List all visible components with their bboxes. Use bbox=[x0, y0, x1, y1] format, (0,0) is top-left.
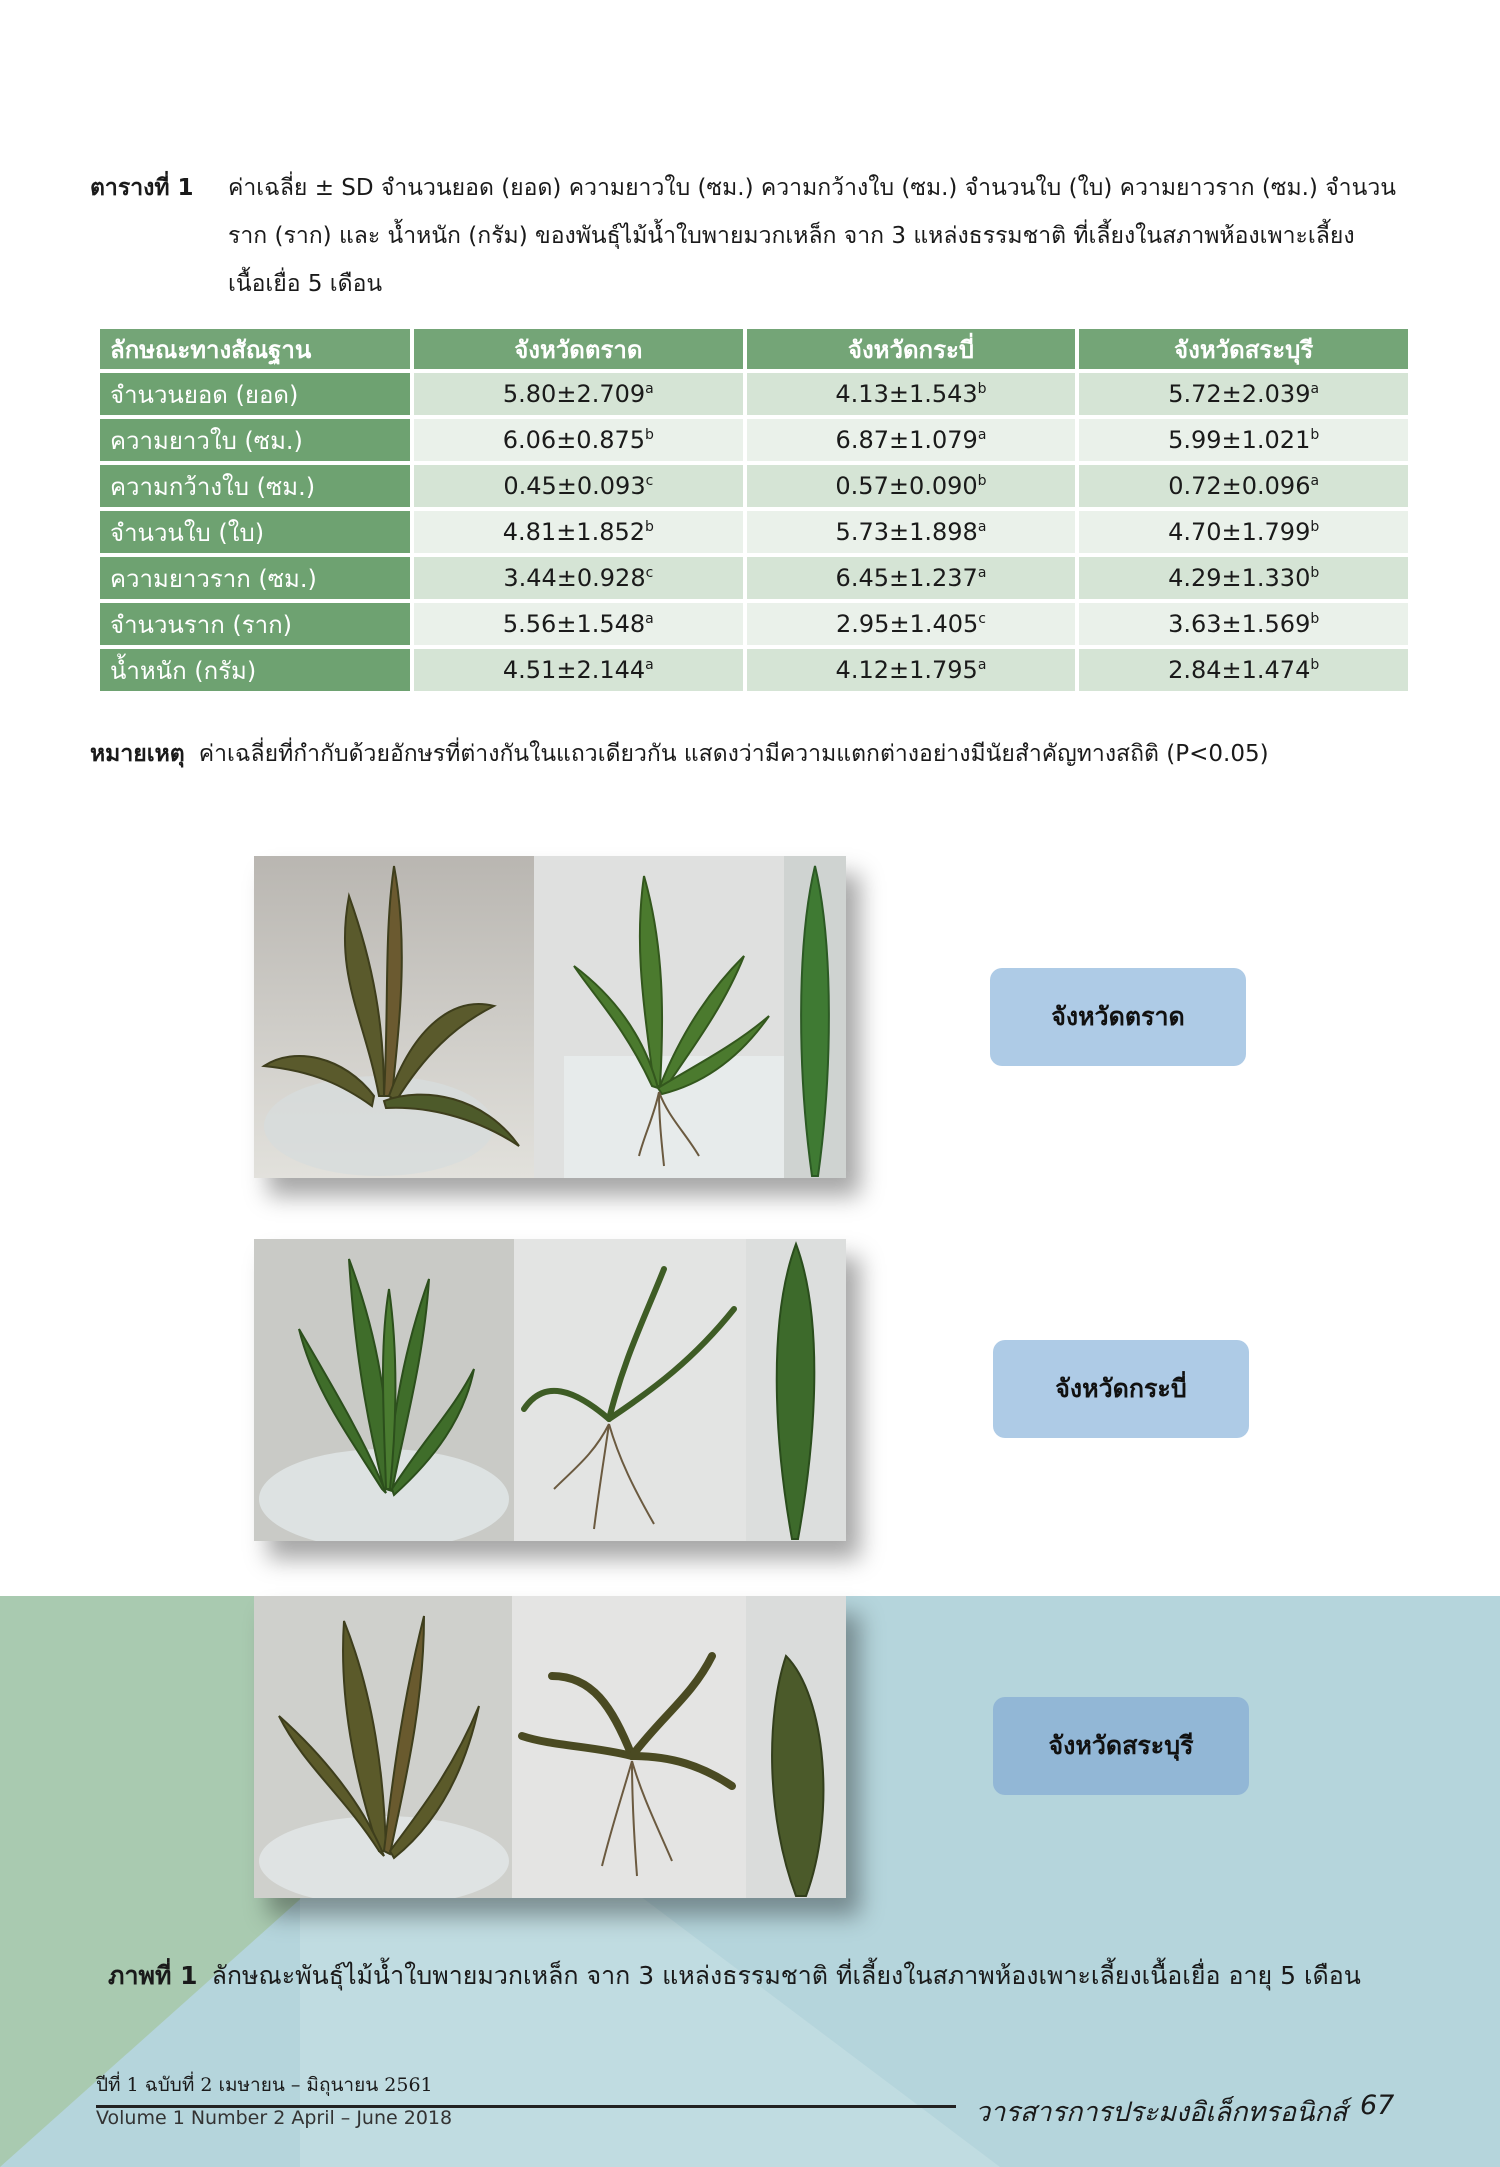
photo-panel-single-leaf bbox=[746, 1596, 846, 1898]
footer-journal-name: วารสารการประมงอิเล็กทรอนิกส์ bbox=[975, 2097, 1348, 2128]
cell-value: 4.29±1.330$^b$ bbox=[1079, 557, 1408, 599]
row-label: จำนวนยอด (ยอด) bbox=[100, 373, 410, 415]
table-header-row bbox=[100, 329, 1408, 369]
cell-value: 6.87±1.079$^a$ bbox=[747, 419, 1076, 461]
cell-value: 5.80±2.709$^a$ bbox=[414, 373, 743, 415]
table-caption-text: ค่าเฉลี่ย ± SD จำนวนยอด (ยอด) ความยาวใบ (ซม.) ความกว้างใบ (ซม.) จำนวนใบ (ใบ) ความยาวราก (ซม.) จำนวนราก (ราก) และ น้ำหนัก (กรัม) ของพันธุ์ไม้น้ำใบพายมวกเหล็ก จาก 3 แหล่งธรรมชาติ ที่เลี้ยงในสภาพห้องเพาะเลี้ยงเนื้อเยื่อ 5 เดือน bbox=[228, 175, 1396, 297]
table-row bbox=[100, 373, 1408, 415]
plant-photo-saraburi bbox=[254, 1596, 846, 1898]
footer-issue-thai: ปีที่ 1 ฉบับที่ 2 เมษายน – มิถุนายน 2561 bbox=[96, 2074, 433, 2096]
plant-photo-trat bbox=[254, 856, 846, 1178]
cell-value: 4.13±1.543$^b$ bbox=[747, 373, 1076, 415]
row-label: จำนวนใบ (ใบ) bbox=[100, 511, 410, 553]
cell-value: 3.63±1.569$^b$ bbox=[1079, 603, 1408, 645]
table-row bbox=[100, 511, 1408, 553]
row-label: ความยาวราก (ซม.) bbox=[100, 557, 410, 599]
table-caption bbox=[90, 164, 1420, 308]
photo-panel-single-leaf bbox=[784, 856, 846, 1178]
photo-panel-whole-plant bbox=[512, 1596, 746, 1898]
cell-value: 5.56±1.548$^a$ bbox=[414, 603, 743, 645]
row-label: จำนวนราก (ราก) bbox=[100, 603, 410, 645]
figure-caption-text: ลักษณะพันธุ์ไม้น้ำใบพายมวกเหล็ก จาก 3 แหล่งธรรมชาติ ที่เลี้ยงในสภาพห้องเพาะเลี้ยงเนื้อเยื่อ อายุ 5 เดือน bbox=[211, 1961, 1361, 1990]
photo-panel-culture-jar bbox=[254, 1596, 512, 1898]
header-krabi: จังหวัดกระบี่ bbox=[747, 329, 1076, 369]
photo-panel-single-leaf bbox=[746, 1239, 846, 1541]
table-row bbox=[100, 465, 1408, 507]
table-row bbox=[100, 557, 1408, 599]
cell-value: 6.06±0.875$^b$ bbox=[414, 419, 743, 461]
cell-value: 4.12±1.795$^a$ bbox=[747, 649, 1076, 691]
table-row bbox=[100, 603, 1408, 645]
photo-panel-whole-plant bbox=[534, 856, 784, 1178]
table-row bbox=[100, 419, 1408, 461]
table-note-label: หมายเหตุ bbox=[90, 741, 185, 767]
figure-caption bbox=[108, 1956, 1361, 1996]
cell-value: 5.73±1.898$^a$ bbox=[747, 511, 1076, 553]
province-badge-trat: จังหวัดตราด bbox=[990, 968, 1246, 1066]
cell-value: 4.81±1.852$^b$ bbox=[414, 511, 743, 553]
cell-value: 0.72±0.096$^a$ bbox=[1079, 465, 1408, 507]
cell-value: 4.51±2.144$^a$ bbox=[414, 649, 743, 691]
table-note-text: ค่าเฉลี่ยที่กำกับด้วยอักษรที่ต่างกันในแถวเดียวกัน แสดงว่ามีความแตกต่างอย่างมีนัยสำคัญทางสถิติ (P<0.05) bbox=[198, 741, 1269, 767]
photo-panel-culture-jar bbox=[254, 856, 534, 1178]
cell-value: 2.95±1.405$^c$ bbox=[747, 603, 1076, 645]
cell-value: 5.99±1.021$^b$ bbox=[1079, 419, 1408, 461]
photo-panel-culture-jar bbox=[254, 1239, 514, 1541]
header-saraburi: จังหวัดสระบุรี bbox=[1079, 329, 1408, 369]
table-row bbox=[100, 649, 1408, 691]
province-badge-krabi: จังหวัดกระบี่ bbox=[993, 1340, 1249, 1438]
morphology-table bbox=[96, 325, 1412, 695]
page-number: 67 bbox=[1360, 2090, 1395, 2121]
header-trat: จังหวัดตราด bbox=[414, 329, 743, 369]
header-trait: ลักษณะทางสัณฐาน bbox=[100, 329, 410, 369]
photo-panel-whole-plant bbox=[514, 1239, 746, 1541]
table-note bbox=[90, 736, 1269, 772]
cell-value: 0.45±0.093$^c$ bbox=[414, 465, 743, 507]
table-caption-label: ตารางที่ 1 bbox=[90, 175, 194, 201]
cell-value: 4.70±1.799$^b$ bbox=[1079, 511, 1408, 553]
footer-issue-english: Volume 1 Number 2 April – June 2018 bbox=[96, 2107, 453, 2129]
plant-photo-krabi bbox=[254, 1239, 846, 1541]
cell-value: 6.45±1.237$^a$ bbox=[747, 557, 1076, 599]
cell-value: 3.44±0.928$^c$ bbox=[414, 557, 743, 599]
row-label: ความยาวใบ (ซม.) bbox=[100, 419, 410, 461]
cell-value: 0.57±0.090$^b$ bbox=[747, 465, 1076, 507]
figure-caption-label: ภาพที่ 1 bbox=[108, 1961, 198, 1990]
row-label: น้ำหนัก (กรัม) bbox=[100, 649, 410, 691]
cell-value: 2.84±1.474$^b$ bbox=[1079, 649, 1408, 691]
province-badge-saraburi: จังหวัดสระบุรี bbox=[993, 1697, 1249, 1795]
cell-value: 5.72±2.039$^a$ bbox=[1079, 373, 1408, 415]
row-label: ความกว้างใบ (ซม.) bbox=[100, 465, 410, 507]
